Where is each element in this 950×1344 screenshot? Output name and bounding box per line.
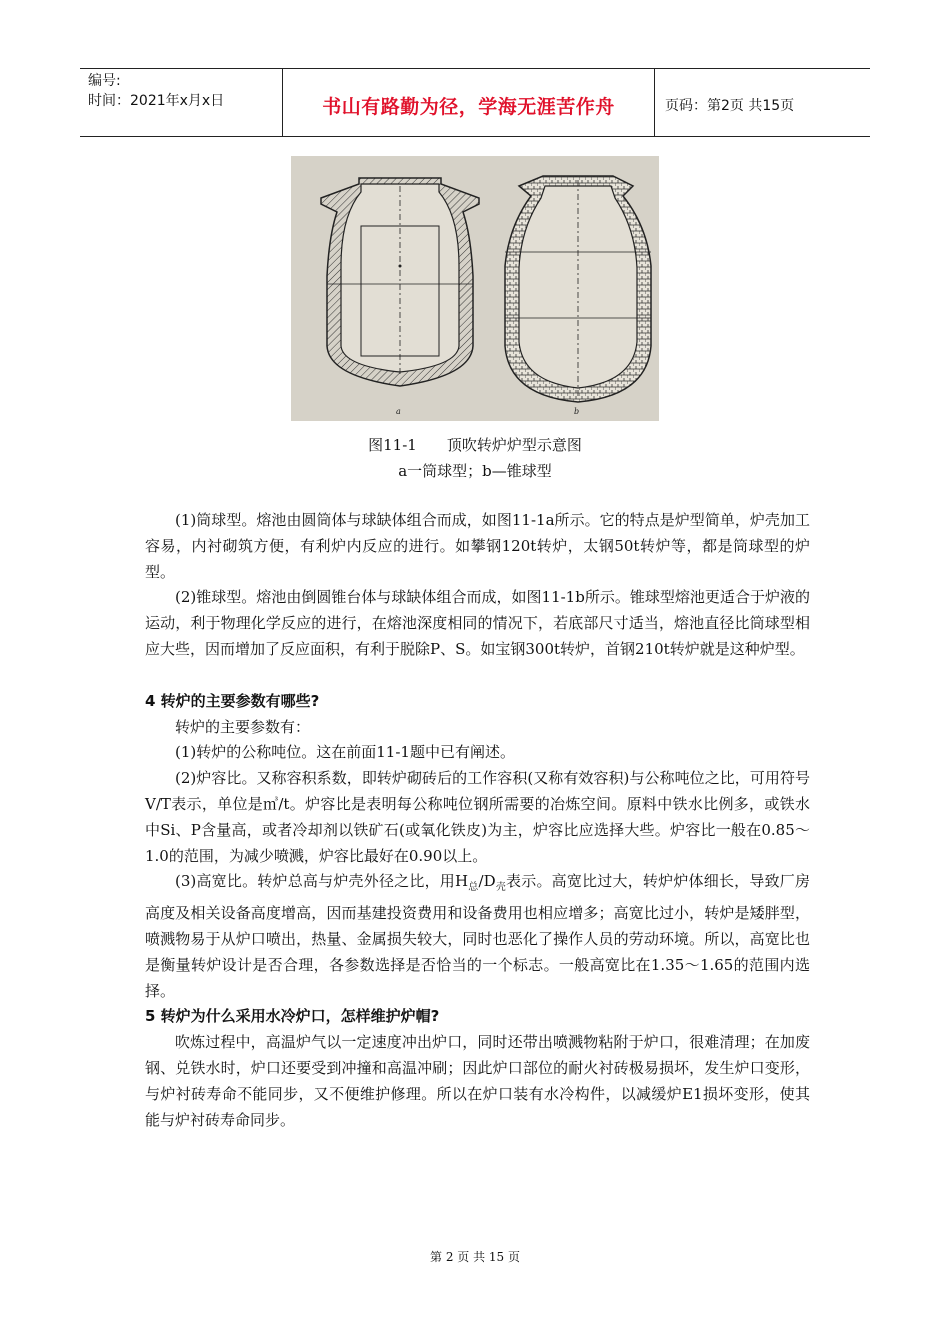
header-motto: 书山有路勤为径，学海无涯苦作舟 <box>283 69 655 136</box>
paragraph-params-intro: 转炉的主要参数有： <box>175 717 311 736</box>
converter-diagram-figure <box>291 156 659 421</box>
paragraph-nominal-tonnage: (1)转炉的公称吨位。这在前面11-1题中已有阐述。 <box>175 743 515 762</box>
header-page-label: 页码：第2页 共15页 <box>665 97 795 114</box>
document-number-label: 编号: <box>88 73 121 89</box>
page-footer: 第 2 页 共 15 页 <box>430 1250 520 1264</box>
paragraph-cylinder-sphere: (1)筒球型。熔池由圆筒体与球缺体组合而成，如图11-1a所示。它的特点是炉型简单，炉壳加工容易，内衬砌筑方便，有利炉内反应的进行。如攀钢120t转炉，太钢50t转炉等，都是筒球型的炉型。 <box>145 511 810 581</box>
header-left-cell <box>80 69 283 136</box>
paragraph-cone-sphere: (2)锥球型。熔池由倒圆锥台体与球缺体组合而成，如图11-1b所示。锥球型熔池更适合于炉液的运动，利于物理化学反应的进行，在熔池深度相同的情况下，若底部尺寸适当，熔池直径比筒球型相应大些，因而增加了反应面积，有利于脱除P、S。如宝钢300t转炉，首钢210t转炉就是这种炉型。 <box>145 588 810 658</box>
document-time-label: 时间：2021年x月x日 <box>88 93 225 109</box>
converter-b-shape <box>505 176 651 402</box>
paragraph-water-cooled-mouth: 吹炼过程中，高温炉气以一定速度冲出炉口，同时还带出喷溅物粘附于炉口，很难清理；在加废钢、兑铁水时，炉口还要受到冲撞和高温冲刷；因此炉口部位的耐火衬砖极易损坏，发生炉口变形，与炉衬砖寿命不能同步，又不便维护修理。所以在炉口装有水冷构件，以减缓炉E1损坏变形，使其能与炉衬砖寿命同步。 <box>145 1033 810 1129</box>
section-heading-4: 4 转炉的主要参数有哪些? <box>145 691 320 710</box>
section-heading-5: 5 转炉为什么采用水冷炉口，怎样维护炉帽? <box>145 1007 440 1026</box>
figure-caption-title: 图11-1 顶吹转炉炉型示意图 <box>368 436 582 454</box>
figure-caption-subtitle: a一筒球型；b—锥球型 <box>398 462 552 480</box>
page-header <box>80 68 870 137</box>
converter-diagram <box>291 156 659 421</box>
paragraph-height-width-ratio: (3)高宽比。转炉总高与炉壳外径之比，用$H_总/D_壳$表示。高宽比过大，转炉炉体细长，导致厂房高度及相关设备高度增高，因而基建投资费用和设备费用也相应增多；高宽比过小，转炉是矮胖型，喷溅物易于从炉口喷出，热量、金属损失较大，同时也恶化了操作人员的劳动环境。所以，高宽比也是衡量转炉设计是否合理，各参数选择是否恰当的一个标志。一般高宽比在1.35～1.65的范围内选择。 <box>145 872 810 1000</box>
converter-a-shape <box>321 178 479 386</box>
converter-b-label: b <box>574 407 580 416</box>
body-text <box>145 508 810 1133</box>
converter-a-label: a <box>396 407 401 416</box>
paragraph-volume-ratio: (2)炉容比。又称容积系数，即转炉砌砖后的工作容积(又称有效容积)与公称吨位之比，可用符号V/T表示，单位是㎥/t。炉容比是表明每公称吨位钢所需要的冶炼空间。原料中铁水比例多，或铁水中Si、P含量高，或者冷却剂以铁矿石(或氧化铁皮)为主，炉容比应选择大些。炉容比一般在0.85～1.0的范围，为减少喷溅，炉容比最好在0.90以上。 <box>145 769 810 865</box>
